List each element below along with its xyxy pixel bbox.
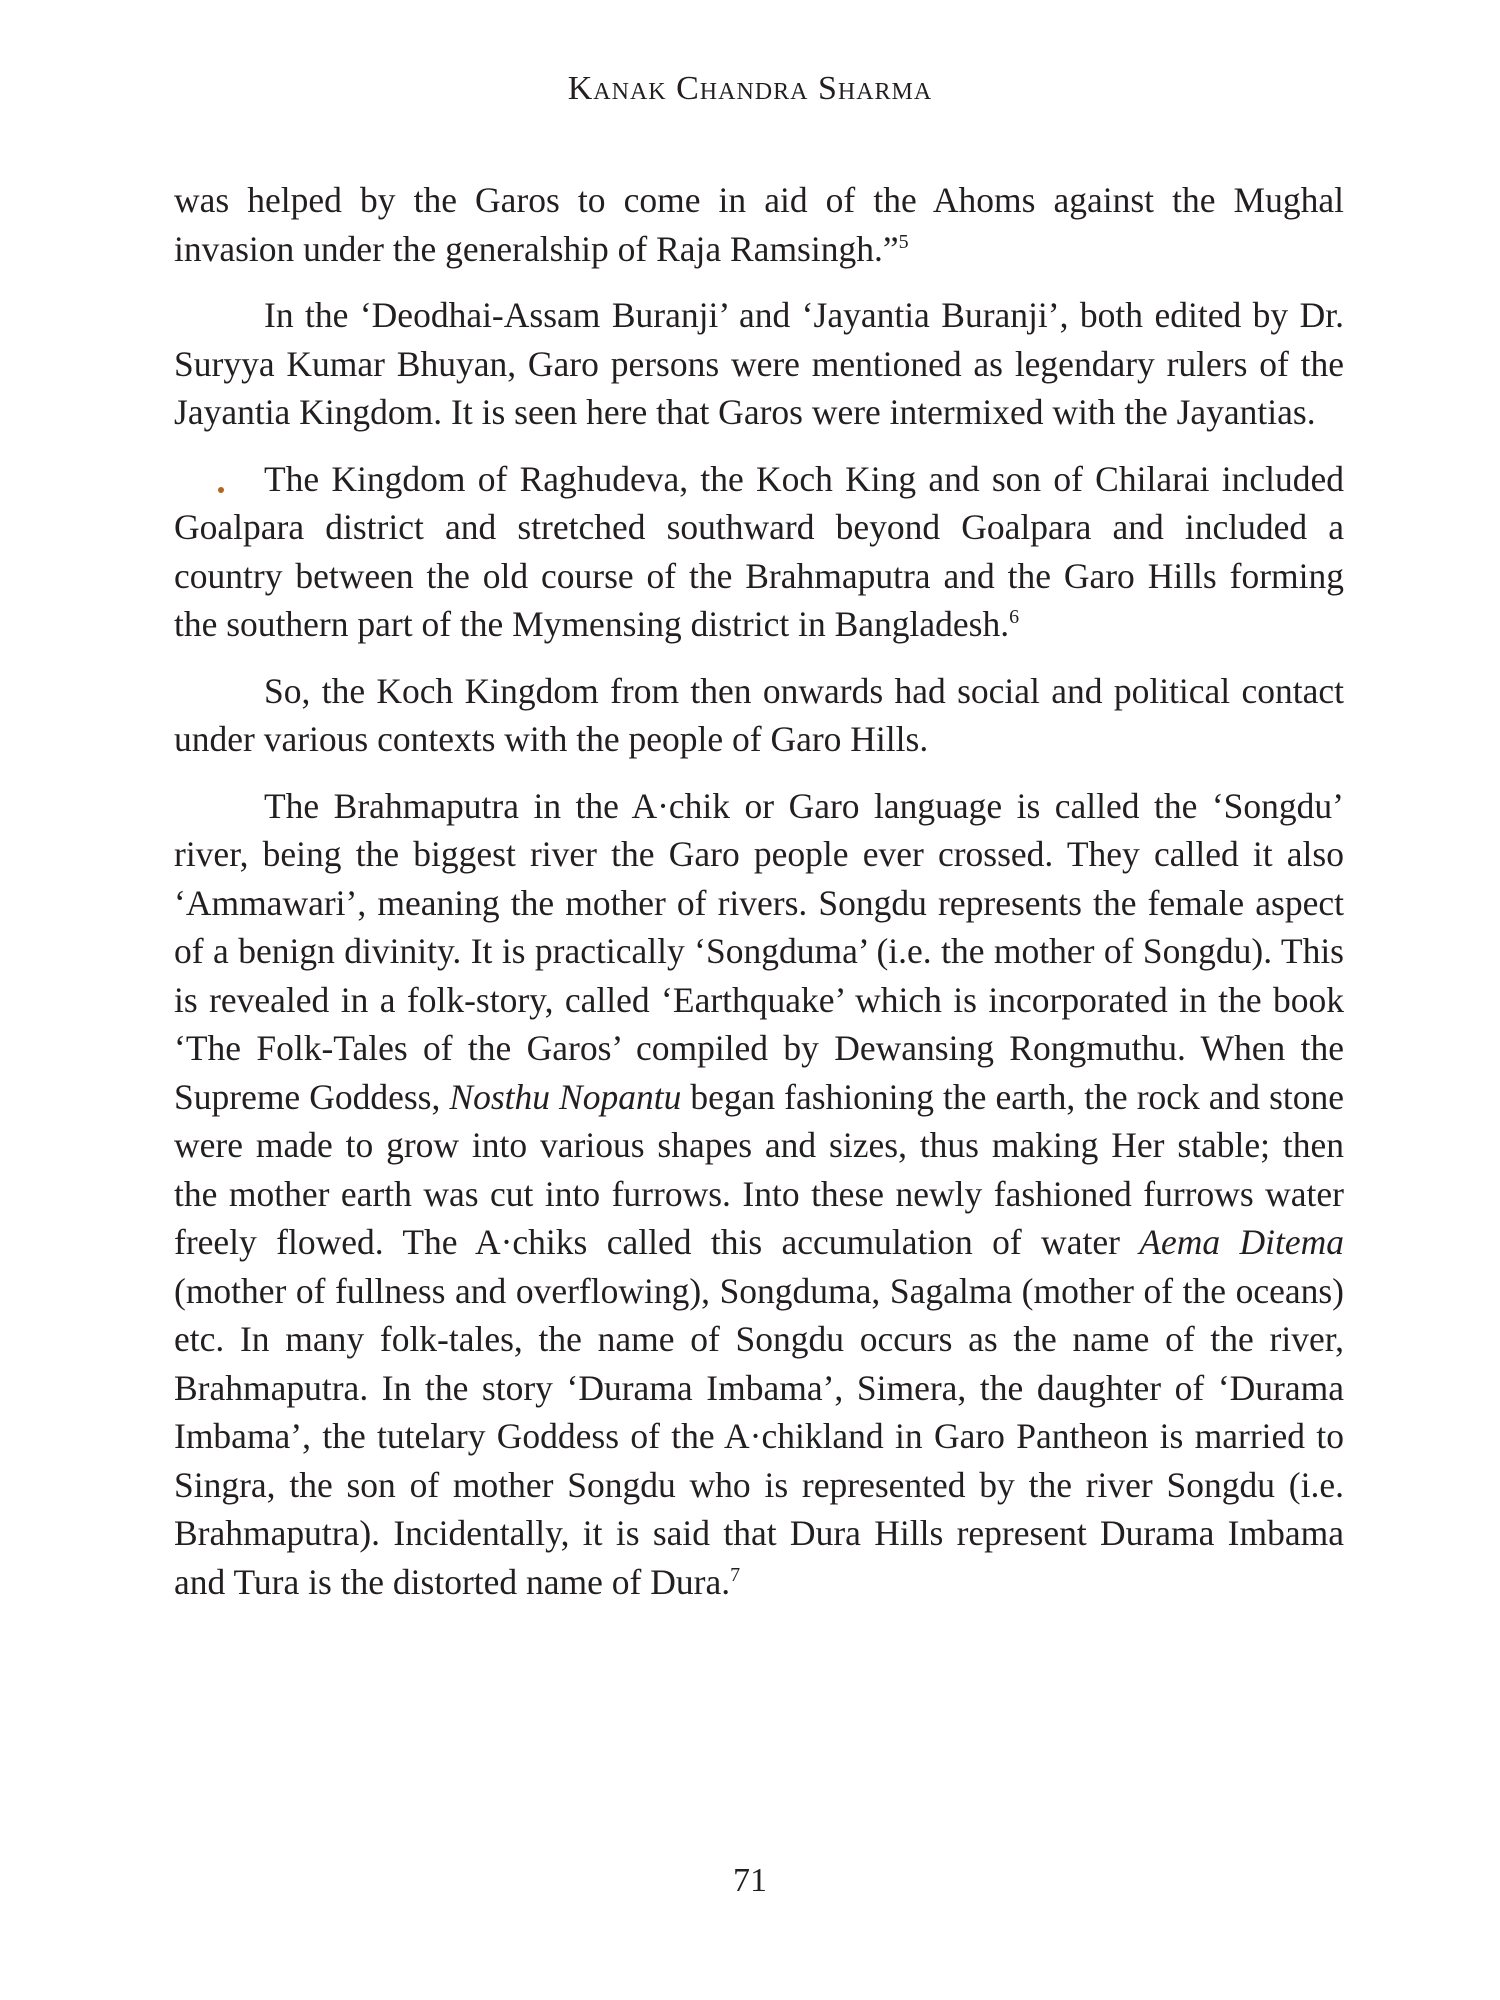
page-number: 71 — [733, 1862, 767, 1899]
paragraph-1 — [174, 176, 1344, 273]
paragraph-5-segment-2: began fashioning the earth, the rock and stone were made to grow into various shapes and sizes, thus making Her stable; then the mother earth was cut into furrows. Into these newly fashioned furrows water freely flowed. The A·chiks called this accumulation of water — [174, 1076, 1345, 1262]
ink-speck-mark — [218, 487, 224, 493]
paragraph-4: So, the Koch Kingdom from then onwards had social and political contact under various contexts with the people of Garo Hills. — [174, 670, 1344, 759]
paragraph-3 — [174, 455, 1344, 649]
paragraph-3-text: The Kingdom of Raghudeva, the Koch King and son of Chilarai included Goalpara district and stretched southward beyond Goalpara and included a country between the old course of the Brahmaputra and the Garo Hills forming the southern part of the Mymensing district in Bangladesh. — [174, 458, 1344, 644]
paragraph-5-segment-3: (mother of fullness and overflowing), Songduma, Sagalma (mother of the oceans) etc. In many folk-tales, the name of Songdu occurs as the name of the river, Brahmaputra. In the story ‘Durama Imbama’, Simera, the daughter of ‘Durama Imbama’, the tutelary Goddess of the A·chikland in Garo Pantheon is married to Singra, the son of mother Songdu who is represented by the river Songdu (i.e. Brahmaputra). Incidentally, it is said that Dura Hills represent Durama Imbama and Tura is the distorted name of Dura. — [174, 1270, 1344, 1602]
footnote-ref-5: 5 — [898, 230, 909, 253]
footnote-ref-6: 6 — [1009, 606, 1020, 629]
paragraph-5 — [174, 782, 1344, 1607]
footnote-ref-7: 7 — [730, 1563, 741, 1586]
goddess-name-italic: Nosthu Nopantu — [449, 1076, 682, 1117]
body-text — [174, 176, 1344, 1624]
paragraph-1-text: was helped by the Garos to come in aid of the Ahoms against the Mughal invasion under the generalship of Raja Ramsingh.” — [174, 180, 1344, 269]
aema-ditema-italic: Aema Ditema — [1139, 1222, 1345, 1262]
paragraph-5-segment-1: The Brahmaputra in the A·chik or Garo language is called the ‘Songdu’ river, being the biggest river the Garo people ever crossed. They called it also ‘Ammawari’, meaning the mother of rivers. Songdu represents the female aspect of a benign divinity. It is practically ‘Songduma’ (i.e. the mother of Songdu). This is revealed in a folk-story, called ‘Earthquake’ which is incorporated in the book ‘The Folk-Tales of the Garos’ compiled by Dewansing Rongmuthu. When the Supreme Goddess, — [174, 785, 1344, 1117]
paragraph-2: In the ‘Deodhai-Assam Buranji’ and ‘Jayantia Buranji’, both edited by Dr. Suryya Kumar Bhuyan, Garo persons were mentioned as legendary rulers of the Jayantia Kingdom. It is seen here that Garos were intermixed with the Jayantias. — [174, 295, 1344, 432]
running-head: Kanak Chandra Sharma — [567, 70, 933, 107]
